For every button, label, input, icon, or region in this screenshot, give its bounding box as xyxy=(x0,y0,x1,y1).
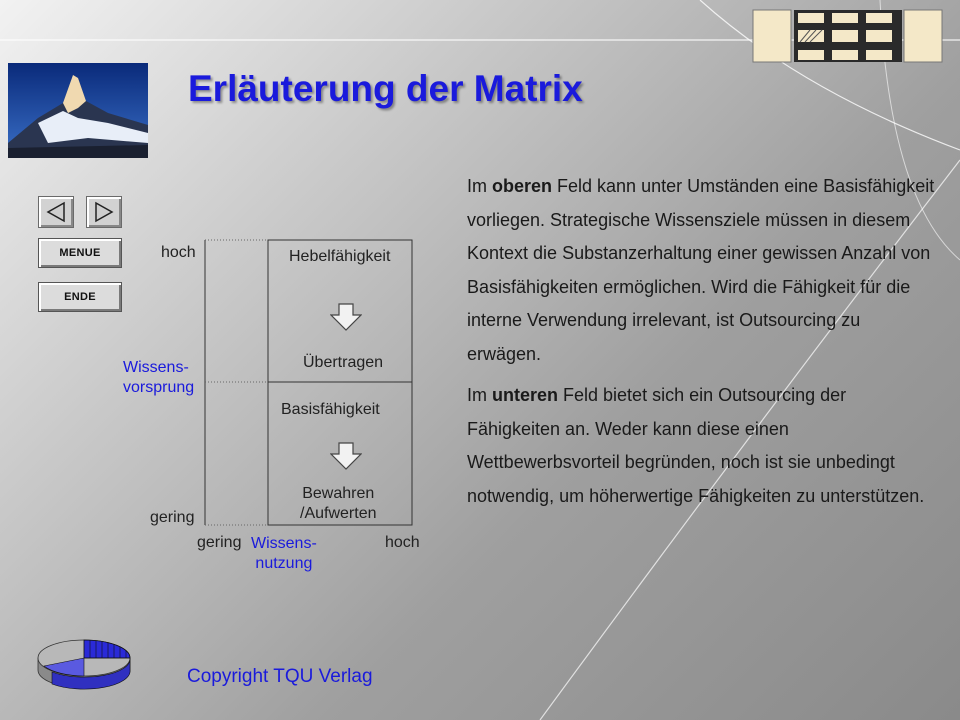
end-button[interactable]: ENDE xyxy=(38,282,122,312)
y-axis-high-label: hoch xyxy=(161,244,196,261)
explanation-paragraph-upper xyxy=(467,170,937,371)
lower-field-action-line2: /Aufwerten xyxy=(300,505,377,522)
x-axis-high-label: hoch xyxy=(385,534,420,551)
text-span: Im xyxy=(467,176,492,196)
explanation-paragraph-lower xyxy=(467,379,937,513)
page-title: Erläuterung der Matrix xyxy=(188,68,583,109)
emphasis-lower: unteren xyxy=(492,385,559,405)
x-axis-label-line1: Wissens- xyxy=(251,535,317,552)
text-span: Feld bietet sich ein Outsourcing der Fähigkeiten an. Weder kann diese einen Wettbewerbsvorteil begründen, noch ist sie unbedingt notwendig, um höherwertige Fähigkeiten zu unterstützen. xyxy=(467,385,925,506)
y-axis-label-line2: vorsprung xyxy=(123,379,195,396)
y-axis-low-label: gering xyxy=(150,509,195,526)
y-axis-label xyxy=(123,358,194,398)
lower-field-action xyxy=(300,484,376,524)
upper-field-title: Hebelfähigkeit xyxy=(289,248,391,265)
lower-field-title: Basisfähigkeit xyxy=(281,401,380,418)
lower-field-action-line1: Bewahren xyxy=(302,485,375,502)
x-axis-low-label: gering xyxy=(197,534,242,551)
pie-chart-icon xyxy=(30,618,138,690)
copyright-text: Copyright TQU Verlag xyxy=(187,666,373,687)
down-arrow-icon xyxy=(330,303,362,331)
emphasis-upper: oberen xyxy=(492,176,553,196)
upper-field-action: Übertragen xyxy=(303,354,384,371)
y-axis-label-line1: Wissens- xyxy=(123,359,189,376)
explanation-text xyxy=(467,170,937,521)
down-arrow-icon xyxy=(330,442,362,470)
x-axis-label-line2: nutzung xyxy=(255,555,313,572)
x-axis-label xyxy=(251,534,317,574)
text-span: Im xyxy=(467,385,492,405)
text-span: Feld kann unter Umständen eine Basisfähigkeit vorliegen. Strategische Wissensziele müssen in diesem Kontext die Substanzerhaltung einer gewissen Anzahl von Basisfähigkeiten ermöglichen. Wird die Fähigkeit für die interne Verwendung irrelevant, ist Outsourcing zu erwägen. xyxy=(467,176,935,364)
menu-button[interactable]: MENUE xyxy=(38,238,122,268)
